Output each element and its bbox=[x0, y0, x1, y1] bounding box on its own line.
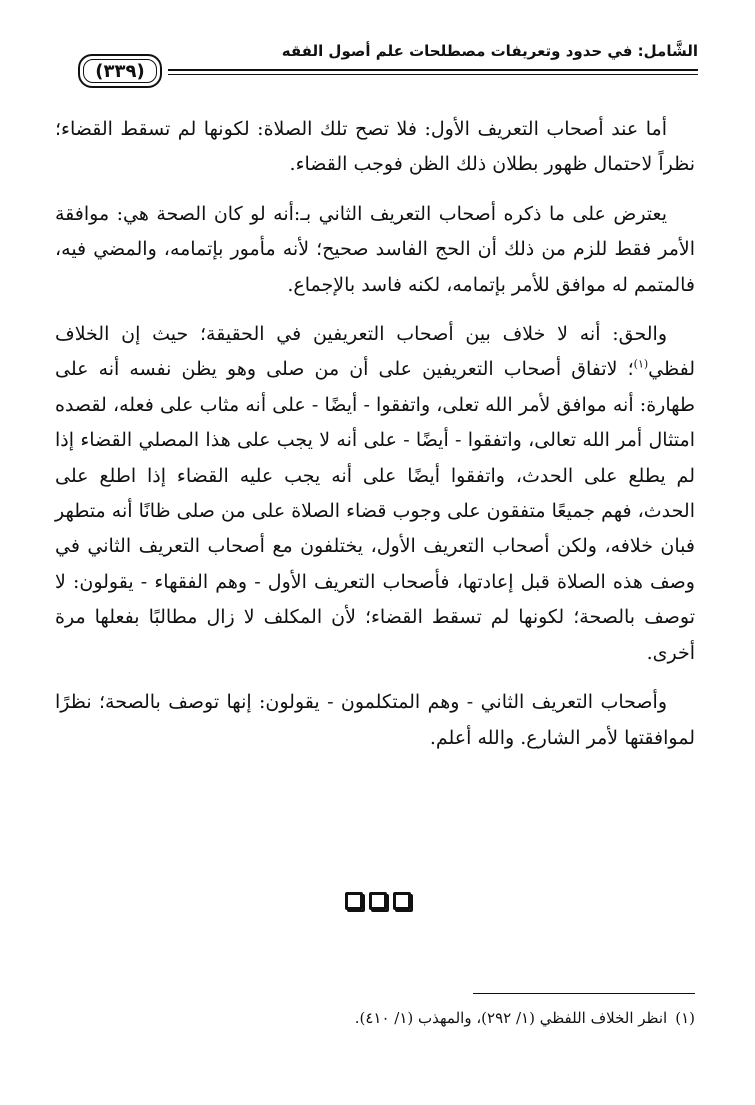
separator-square-icon bbox=[369, 892, 387, 910]
page-number: (٣٣٩) bbox=[95, 61, 145, 82]
footnote bbox=[55, 1006, 695, 1030]
paragraph-3 bbox=[55, 317, 695, 671]
paragraph-3-rest: ؛ لاتفاق أصحاب التعريفين على أن من صلى وهو يظن نفسه أنه على طهارة: أنه موافق لأمر الله تعلى، واتفقوا - أيضًا - على أنه مثاب على فعله، لقصده امتثال أمر الله تعالى، واتفقوا - أيضًا - على أنه لا يجب على هذا المصلي القضاء إذا لم يطلع على الحدث، واتفقوا أيضًا على أنه يجب عليه القضاء إذا اطلع على الحدث، فهم جميعًا متفقون على وجوب قضاء الصلاة على من صلى ظانًا أنه متطهر فبان خلافه، ولكن أصحاب التعريف الأول، يختلفون مع أصحاب التعريف الثاني في وصف هذه الصلاة قبل إعادتها، فأصحاب التعريف الأول - وهم الفقهاء - يقولون: لا توصف بالصحة؛ لكونها لم تسقط القضاء؛ لأن المكلف لا زال مطالبًا بفعلها مرة أخرى. bbox=[55, 358, 695, 664]
header-rule-bottom bbox=[168, 74, 698, 75]
paragraph-2: يعترض على ما ذكره أصحاب التعريف الثاني بـ:أنه لو كان الصحة هي: موافقة الأمر فقط للزم من ذلك أن الحج الفاسد صحيح؛ لأنه مأمور بإتمامه، والمضي فيه، فالمتمم له موافق للأمر بإتمامه، لكنه فاسد بالإجماع. bbox=[55, 202, 695, 296]
footnote-text: انظر الخلاف اللفظي (١/ ٢٩٢)، والمهذب (١/ ٤١٠). bbox=[354, 1009, 668, 1027]
separator-square-icon bbox=[393, 892, 411, 910]
paragraph-1: أما عند أصحاب التعريف الأول: فلا تصح تلك الصلاة: لكونها لم تسقط القضاء؛ نظراً لاحتمال ظهور بطلان ذلك الظن فوجب القضاء. bbox=[55, 118, 695, 176]
footnote-reference[interactable]: (١) bbox=[633, 358, 649, 372]
paragraph-3-start: والحق: أنه لا خلاف بين أصحاب التعريفين في الحقيقة؛ حيث إن الخلاف لفظي bbox=[55, 323, 695, 381]
running-header bbox=[68, 40, 698, 96]
section-separator bbox=[0, 892, 755, 916]
separator-square-icon bbox=[345, 892, 363, 910]
book-title: الشَّامل: في حدود وتعريفات مصطلحات علم أصول الفقه bbox=[281, 42, 698, 60]
footnote-divider bbox=[473, 993, 695, 994]
footnote-marker: (١) bbox=[675, 1009, 695, 1027]
paragraph-4: وأصحاب التعريف الثاني - وهم المتكلمون - يقولون: إنها توصف بالصحة؛ نظرًا لموافقتها لأمر الشارع. والله أعلم. bbox=[55, 691, 695, 749]
header-rule-top bbox=[168, 69, 698, 71]
main-text bbox=[55, 112, 695, 756]
page-number-badge bbox=[78, 54, 162, 88]
